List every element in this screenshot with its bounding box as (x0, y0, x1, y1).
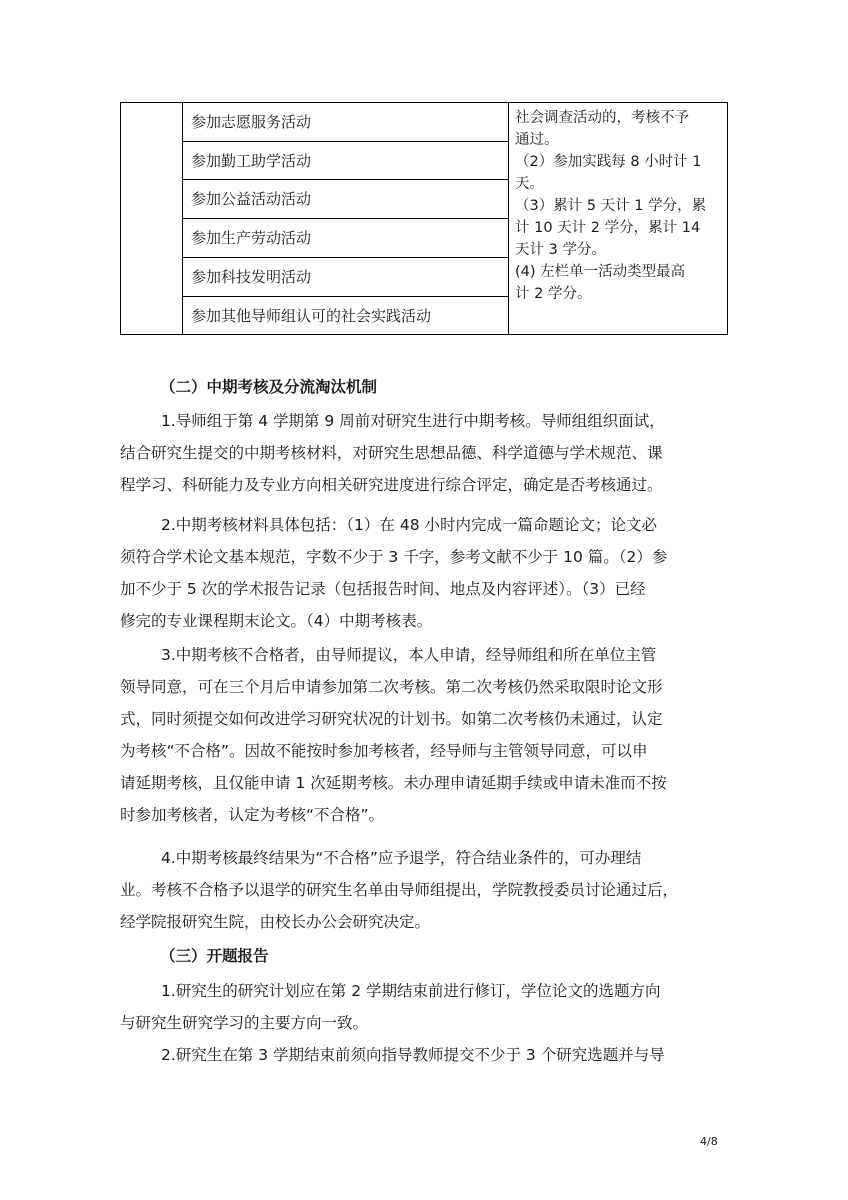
text-line: 与研究生研究学习的主要方向一致。 (120, 1014, 369, 1032)
rules-line: 通过。 (515, 132, 559, 148)
text-line: 2.研究生在第 3 学期结束前须向指导教师提交不少于 3 个研究选题并与导 (161, 1046, 665, 1064)
text-line: 为考核“不合格”。因故不能按时参加考核者，经导师与主管领导同意，可以申 (120, 742, 648, 760)
paragraph (120, 842, 728, 938)
page-number: 4/8 (700, 1135, 718, 1148)
column-divider (508, 103, 509, 334)
rules-line: 天计 3 学分。 (515, 242, 606, 258)
text-line: 修完的专业课程期末论文。（4）中期考核表。 (120, 612, 433, 630)
text-line: 时参加考核者，认定为考核“不合格”。 (120, 806, 385, 824)
text-line: 2.中期考核材料具体包括：（1）在 48 小时内完成一篇命题论文；论文必 (161, 516, 657, 534)
table-row: 参加科技发明活动 (182, 258, 509, 297)
rules-line: 计 10 天计 2 学分，累计 14 (515, 220, 701, 236)
rules-cell (515, 107, 721, 305)
table-row: 参加勤工助学活动 (182, 142, 509, 180)
rules-line: 社会调查活动的，考核不予 (515, 110, 689, 126)
text-line: 结合研究生提交的中期考核材料，对研究生思想品德、科学道德与学术规范、课 (120, 444, 663, 462)
paragraph (120, 1039, 728, 1071)
text-line: 式，同时须提交如何改进学习研究状况的计划书。如第二次考核仍未通过，认定 (120, 710, 663, 728)
table-row: 参加生产劳动活动 (182, 219, 509, 258)
rules-line: 计 2 学分。 (515, 286, 592, 302)
text-line: 经学院报研究生院，由校长办公会研究决定。 (120, 913, 431, 931)
rules-line: （2）参加实践每 8 小时计 1 (515, 154, 702, 170)
section-heading: （三）开题报告 (160, 947, 269, 965)
text-line: 4.中期考核最终结果为“不合格”应予退学，符合结业条件的，可办理结 (161, 849, 642, 867)
text-line: 加不少于 5 次的学术报告记录（包括报告时间、地点及内容评述）。（3）已经 (120, 580, 646, 598)
paragraph (120, 405, 728, 501)
table-row: 参加公益活动活动 (182, 180, 509, 219)
text-line: 3.中期考核不合格者，由导师提议，本人申请，经导师组和所在单位主管 (161, 646, 657, 664)
activity-column (182, 103, 509, 334)
rules-line: 天。 (515, 176, 544, 192)
text-line: 1.研究生的研究计划应在第 2 学期结束前进行修订，学位论文的选题方向 (161, 982, 661, 1000)
table-category-cell (121, 103, 183, 334)
table-row: 参加志愿服务活动 (182, 103, 509, 142)
activity-table (120, 102, 728, 335)
text-line: 请延期考核，且仅能申请 1 次延期考核。未办理申请延期手续或申请未准而不按 (120, 774, 667, 792)
paragraph (120, 975, 728, 1039)
text-line: 领导同意，可在三个月后申请参加第二次考核。第二次考核仍然采取限时论文形 (120, 678, 663, 696)
text-line: 程学习、科研能力及专业方向相关研究进度进行综合评定，确定是否考核通过。 (120, 476, 663, 494)
section-heading: （二）中期考核及分流淘汰机制 (160, 378, 378, 396)
rules-line: （3）累计 5 天计 1 学分，累 (515, 198, 707, 214)
rules-line: (4) 左栏单一活动类型最高 (515, 264, 686, 280)
text-line: 1.导师组于第 4 学期第 9 周前对研究生进行中期考核。导师组组织面试， (161, 412, 665, 430)
text-line: 须符合学术论文基本规范，字数不少于 3 千字，参考文献不少于 10 篇。（2）参 (120, 548, 668, 566)
text-line: 业。考核不合格予以退学的研究生名单由导师组提出，学院教授委员讨论通过后， (120, 881, 679, 899)
paragraph (120, 639, 728, 831)
table-row: 参加其他导师组认可的社会实践活动 (191, 307, 432, 325)
paragraph (120, 509, 728, 637)
